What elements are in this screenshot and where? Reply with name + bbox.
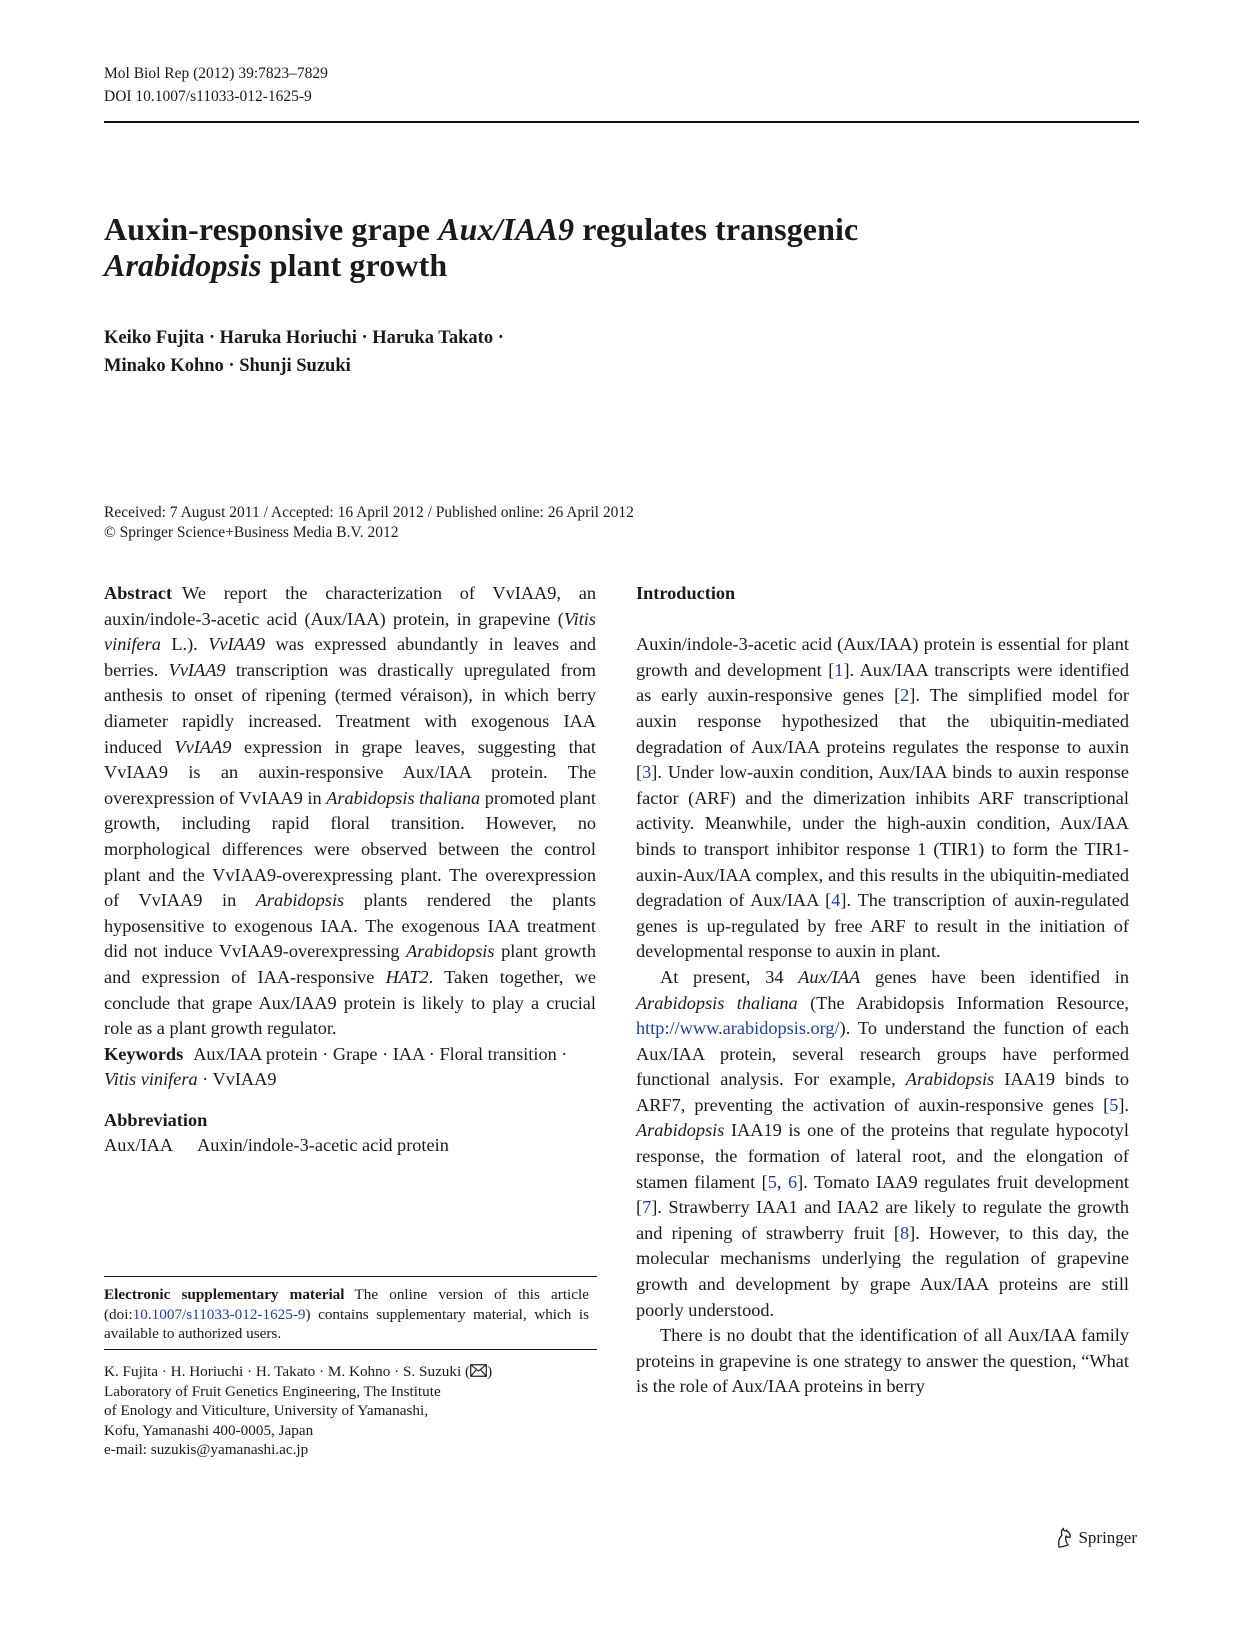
intro-text: At present, 34: [660, 966, 799, 987]
title-gene: Aux/IAA9: [438, 211, 575, 247]
abstract-italic: HAT2: [385, 966, 429, 987]
abstract-italic: Arabidopsis: [406, 941, 495, 962]
abstract-italic: VvIAA9: [174, 736, 232, 757]
citation-link[interactable]: 6: [787, 1171, 798, 1192]
springer-horse-icon: [1054, 1527, 1074, 1549]
tair-url-link[interactable]: http://www.arabidopsis.org/: [636, 1018, 840, 1039]
title-organism: Arabidopsis: [104, 247, 262, 283]
intro-text: (The Arabidopsis Information Resource,: [797, 992, 1129, 1013]
intro-text: Auxin/indole-3-acetic acid (Aux/IAA) protein is essential for plant growth and development [: [636, 634, 1129, 680]
abstract-text: expression in grape leaves, suggesting that VvIAA9 is an auxin-responsive Aux/IAA protein. The overexpression of VvIAA9 in: [104, 736, 596, 808]
keywords-heading: Keywords: [104, 1043, 184, 1064]
abstract-text: L.).: [160, 634, 209, 655]
author-list: [104, 324, 504, 380]
history-dates: Received: 7 August 2011 / Accepted: 16 April 2012 / Published online: 26 April 2012: [104, 504, 634, 521]
intro-text: ]. Strawberry IAA1 and IAA2 are likely to regulate the growth and ripening of strawberry fruit [: [636, 1197, 1129, 1243]
intro-text: IAA19 binds to ARF7, preventing the activation of auxin-responsive genes [: [636, 1069, 1129, 1115]
header-rule: [104, 121, 1139, 123]
abstract-text: . Taken together, we conclude that grape Aux/IAA9 protein is likely to play a crucial role as a plant growth regulator.: [104, 966, 597, 1039]
abstract-italic: VvIAA9: [168, 659, 226, 680]
authors-line: Keiko Fujita · Haruka Horiuchi · Haruka Takato ·: [104, 328, 504, 348]
abstract-italic: Arabidopsis: [255, 890, 345, 911]
affiliation-note: [104, 1362, 589, 1460]
abstract-text: promoted plant growth, including rapid floral transition. However, no morphological differences were observed between the control plant and the VvIAA9-overexpressing plant. The overexpression of VvIAA9 in: [104, 787, 596, 911]
affiliation-names-text: K. Fujita · H. Horiuchi · H. Takato · M. Kohno · S. Suzuki (: [104, 1363, 471, 1380]
article-title: [104, 211, 1104, 283]
envelope-icon: [470, 1364, 487, 1377]
affiliation-email: e-mail: suzukis@yamanashi.ac.jp: [104, 1441, 309, 1458]
title-text: regulates transgenic: [574, 211, 859, 247]
intro-text: ]. Tomato IAA9 regulates fruit development [: [636, 1171, 1129, 1218]
intro-text: IAA19 is one of the proteins that regulate hypocotyl response, the formation of lateral root, and the elongation of stamen filament [: [636, 1120, 1129, 1192]
abstract-text: plant growth and expression of IAA-responsive: [104, 941, 596, 987]
intro-text: genes have been identified in: [860, 966, 1129, 987]
affiliation-line: Kofu, Yamanashi 400-0005, Japan: [104, 1421, 314, 1439]
intro-text: ]. However, to this day, the molecular mechanisms underlying the regulation of grapevine growth and development by grape Aux/IAA proteins are still poorly understood.: [636, 1222, 1129, 1320]
affiliation-names-text: ): [487, 1363, 493, 1380]
copyright-line: © Springer Science+Business Media B.V. 2012: [104, 524, 399, 541]
supplementary-note: [104, 1285, 589, 1344]
esm-heading: Electronic supplementary material: [104, 1286, 345, 1303]
footnote-rule: [104, 1276, 597, 1277]
citation-link[interactable]: 8: [899, 1222, 910, 1243]
intro-paragraph-1: [636, 632, 1129, 965]
esm-doi-link[interactable]: 10.1007/s11033-012-1625-9: [132, 1305, 306, 1323]
citation-link[interactable]: 1: [834, 659, 844, 680]
abstract-heading: Abstract: [104, 583, 173, 603]
abbreviation-definition: Auxin/indole-3-acetic acid protein: [197, 1135, 449, 1156]
footnote-rule: [104, 1349, 597, 1350]
abstract-italic: Arabidopsis thaliana: [326, 787, 481, 808]
intro-text: ,: [776, 1171, 788, 1192]
authors-line: Minako Kohno · Shunji Suzuki: [104, 356, 351, 376]
left-column: [104, 581, 596, 1159]
esm-text: ) contains supplementary material, which is available to authorized users.: [104, 1305, 589, 1342]
intro-italic: Aux/IAA: [798, 966, 861, 987]
abstract-text: We report the characterization of VvIAA9, an auxin/indole-3-acetic acid (Aux/IAA) protein, in grapevine (: [104, 583, 596, 629]
abstract-text: transcription was drastically upregulated from anthesis to onset of ripening (termed véraison), in which berry diameter rapidly increased. Treatment with exogenous IAA induced: [104, 659, 596, 757]
abstract-text: was expressed abundantly in leaves and berries.: [104, 634, 596, 680]
intro-text: ]. The simplified model for auxin response hypothesized that the ubiquitin-mediated degradation of Aux/IAA proteins regulates the response to auxin [: [636, 685, 1129, 783]
affiliation-names: [104, 1362, 589, 1382]
title-text: Auxin-responsive grape: [104, 211, 439, 247]
publication-history: [104, 503, 634, 543]
keywords-italic: Vitis vinifera: [104, 1069, 198, 1090]
keywords: [104, 1042, 596, 1093]
intro-text: ]. Aux/IAA transcripts were identified as early auxin-responsive genes [: [636, 659, 1129, 706]
title-text: plant growth: [261, 247, 448, 283]
intro-text: ]. The transcription of auxin-regulated genes is up-regulated by free ARF to result in the initiation of developmental response to auxin in plant.: [636, 890, 1129, 962]
intro-text: ].: [1118, 1094, 1129, 1115]
right-column: [636, 581, 1129, 1400]
citation-link[interactable]: 5: [1109, 1094, 1119, 1115]
abstract-italic: VvIAA9: [208, 634, 266, 655]
citation-link[interactable]: 7: [642, 1197, 652, 1218]
citation-link[interactable]: 5: [767, 1171, 777, 1192]
abbreviation-term: Aux/IAA: [104, 1135, 174, 1156]
keywords-text: Aux/IAA protein · Grape · IAA · Floral transition ·: [193, 1043, 568, 1064]
affiliation-line: of Enology and Viticulture, University of Yamanashi,: [104, 1402, 429, 1419]
abbreviation-heading: Abbreviation: [104, 1109, 208, 1130]
affiliation-line: Laboratory of Fruit Genetics Engineering, The Institute: [104, 1382, 441, 1400]
introduction-heading: Introduction: [636, 583, 736, 603]
intro-paragraph-2: [636, 965, 1129, 1323]
esm-text: The online version of this article (doi:: [104, 1286, 589, 1323]
abstract-italic: Vitis vinifera: [104, 608, 596, 655]
abbreviation-entry: [104, 1133, 596, 1159]
intro-italic: Arabidopsis: [636, 1120, 725, 1141]
journal-citation: Mol Biol Rep (2012) 39:7823–7829: [104, 65, 328, 82]
intro-text: ). To understand the function of each Aux/IAA protein, several research groups have performed functional analysis. For example,: [636, 1018, 1129, 1090]
abstract: [104, 581, 596, 1042]
citation-link[interactable]: 2: [900, 685, 910, 706]
keywords-text: · VvIAA9: [197, 1069, 277, 1090]
publisher-name: Springer: [1078, 1528, 1137, 1547]
abstract-text: plants rendered the plants hyposensitive to exogenous IAA. The exogenous IAA treatment did not induce VvIAA9-overexpressing: [104, 890, 596, 962]
intro-text: ]. Under low-auxin condition, Aux/IAA binds to auxin response factor (ARF) and the dimerization inhibits ARF transcriptional activity. Meanwhile, under the high-auxin condition, Aux/IAA binds to transport inhibitor response 1 (TIR1) to form the TIR1-auxin-Aux/IAA complex, and this results in the ubiquitin-mediated degradation of Aux/IAA [: [636, 762, 1129, 911]
doi-line: DOI 10.1007/s11033-012-1625-9: [104, 88, 312, 105]
intro-paragraph-3: There is no doubt that the identification of all Aux/IAA family proteins in grapevine is one strategy to answer the question, “What is the role of Aux/IAA proteins in berry: [636, 1325, 1129, 1397]
springer-logo: [1054, 1527, 1137, 1549]
citation-link[interactable]: 4: [831, 890, 841, 911]
intro-italic: Arabidopsis: [905, 1069, 995, 1090]
intro-italic: Arabidopsis thaliana: [636, 992, 798, 1013]
citation-link[interactable]: 3: [642, 762, 652, 783]
